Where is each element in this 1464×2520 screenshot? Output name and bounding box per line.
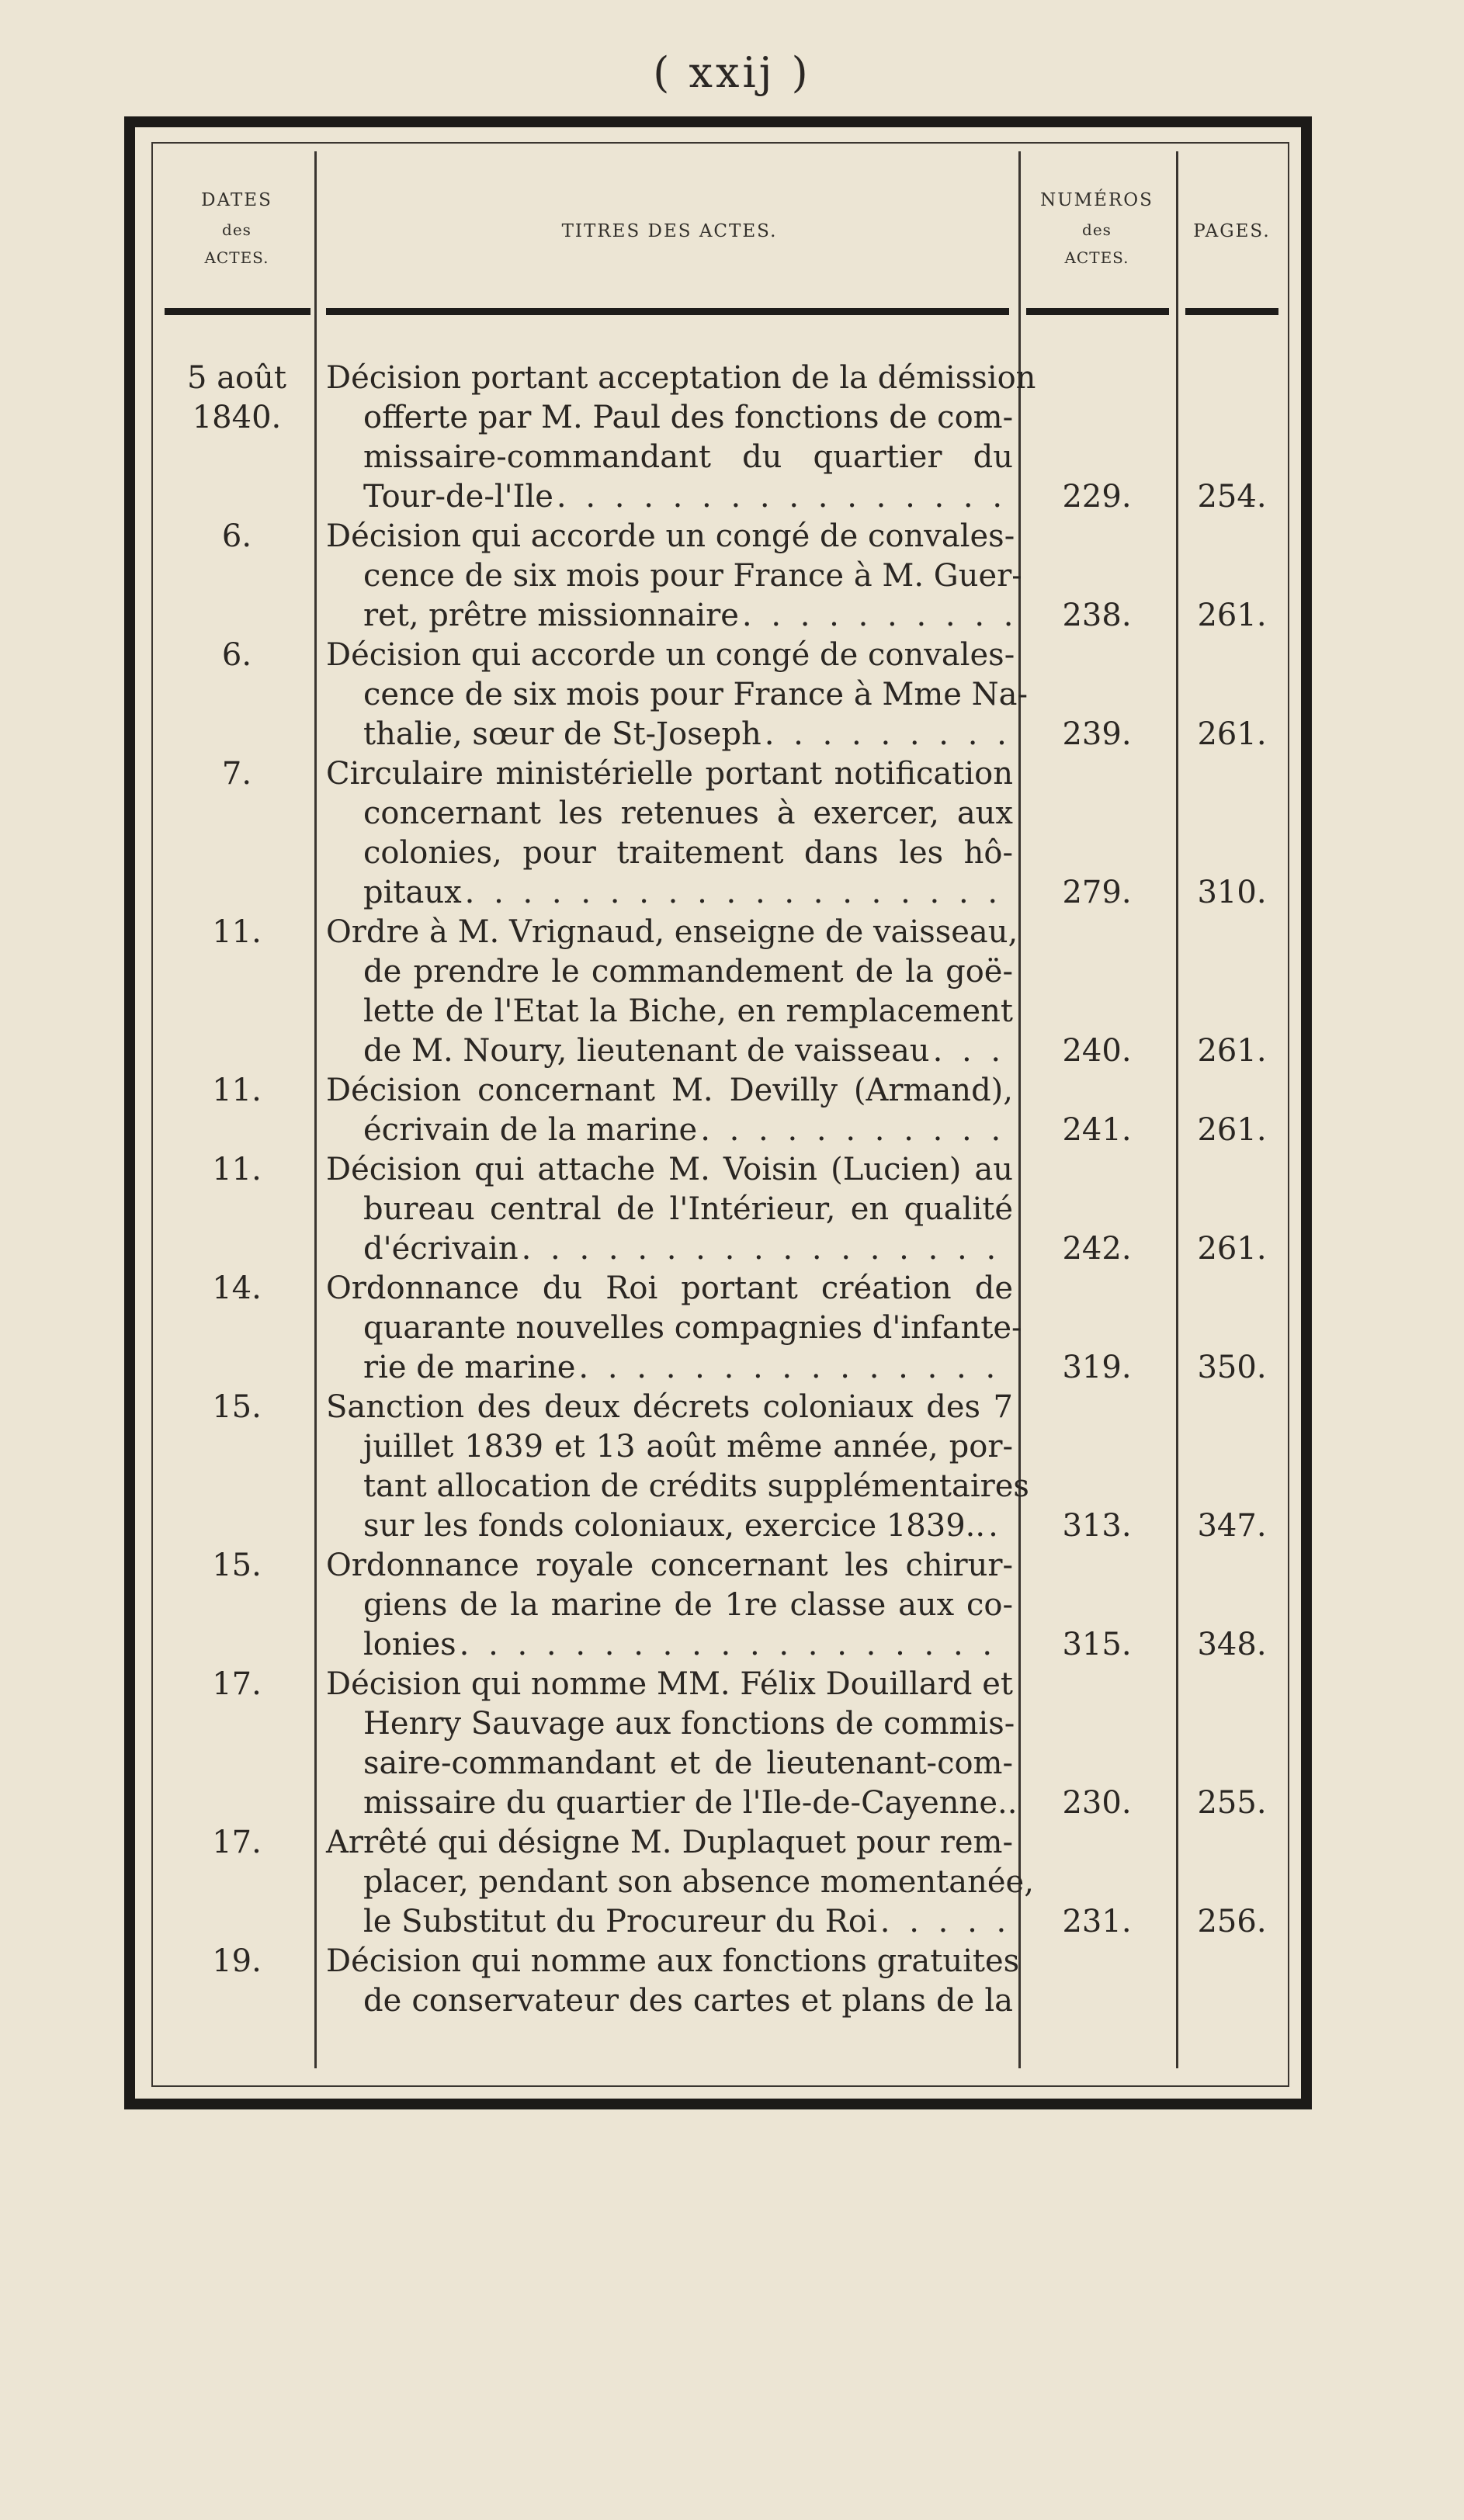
dot-leader (880, 1902, 1013, 1942)
entry-title-line: Ordre à M. Vrignaud, enseigne de vaisseau, (326, 914, 1018, 950)
table-row (0, 1546, 1464, 1665)
entry-page: 261. (1197, 598, 1267, 633)
entry-title (326, 1665, 1018, 1823)
entry-page: 261. (1197, 716, 1267, 752)
entry-title-line: Henry Sauvage aux fonctions de commis- (363, 1706, 1015, 1742)
table-row (0, 913, 1464, 1071)
entry-page: 348. (1197, 1627, 1267, 1662)
entry-page: 255. (1197, 1785, 1267, 1821)
entry-title-line: Décision qui accorde un congé de convales- (326, 637, 1015, 673)
entry-title-line (326, 1902, 1013, 1942)
entry-title-line (326, 873, 1013, 913)
dot-leader (700, 1111, 1013, 1150)
entry-date (163, 1150, 310, 1190)
entry-title-line: giens de la marine de 1re classe aux co- (363, 1587, 1013, 1623)
entry-title-text: pitaux (363, 875, 462, 910)
table-row (0, 1942, 1464, 2021)
entry-date (163, 1823, 310, 1863)
entry-date (163, 1071, 310, 1111)
table-row (0, 1823, 1464, 1942)
entry-page: 347. (1197, 1508, 1267, 1544)
header-dates-mid: des (222, 220, 252, 239)
entry-title (326, 1823, 1034, 1942)
entry-title-text: d'écrivain (363, 1231, 519, 1267)
dot-leader (933, 1031, 1013, 1071)
entry-date-line: 1840. (192, 400, 282, 435)
entry-title-text: Tour-de-l'Ile (363, 479, 553, 515)
entry-numero: 229. (1062, 479, 1132, 515)
entry-numero: 230. (1062, 1785, 1132, 1821)
header-rule (165, 308, 310, 315)
entry-title-line: de prendre le commandement de la goë- (363, 954, 1013, 990)
entry-date (163, 1546, 310, 1586)
entry-date (163, 636, 310, 675)
entry-page: 256. (1197, 1904, 1267, 1939)
entry-page: 254. (1197, 479, 1267, 515)
table-row (0, 1071, 1464, 1150)
entry-title-text: missaire du quartier de l'Ile-de-Cayenne.. (363, 1785, 1018, 1821)
entry-page: 261. (1197, 1112, 1267, 1148)
entry-title (326, 1942, 1020, 2021)
entry-page: 261. (1197, 1033, 1267, 1069)
entry-date-line: 14. (212, 1270, 262, 1306)
entry-title-line: Décision qui nomme aux fonctions gratuites (326, 1943, 1020, 1979)
entry-title-line: placer, pendant son absence momentanée, (363, 1864, 1034, 1900)
entry-title (326, 754, 1013, 913)
entry-title (326, 1150, 1013, 1269)
entry-title-line (326, 477, 1013, 517)
header-numeros-bot: ACTES. (1064, 248, 1129, 267)
entry-title-text: thalie, sœur de St-Joseph (363, 716, 761, 752)
entry-title-line: tant allocation de crédits supplémentaires (363, 1468, 1029, 1504)
entry-title-line: saire-commandant et de lieutenant-com- (363, 1745, 1013, 1781)
entry-title-line (326, 715, 1013, 754)
entry-title-line: colonies, pour traitement dans les hô- (363, 835, 1013, 871)
entry-title-line (326, 1111, 1013, 1150)
entry-date-line: 6. (221, 637, 252, 673)
entry-numero: 231. (1062, 1904, 1132, 1939)
entry-title (326, 1071, 1013, 1150)
entry-title (326, 1546, 1013, 1665)
entry-title-line: cence de six mois pour France à M. Guer- (363, 558, 1022, 594)
header-titles: TITRES DES ACTES. (561, 221, 778, 241)
entry-date-line: 7. (221, 756, 252, 792)
table-row (0, 636, 1464, 754)
entry-page: 350. (1197, 1350, 1267, 1385)
entry-title-line: cence de six mois pour France à Mme Na- (363, 677, 1029, 712)
entry-numero: 240. (1062, 1033, 1132, 1069)
entry-title-line (326, 1348, 1013, 1388)
entry-title (326, 517, 1022, 636)
entry-title-line (326, 1783, 1018, 1823)
entry-title-line: Arrêté qui désigne M. Duplaquet pour rem- (326, 1825, 1013, 1860)
entry-date-line: 17. (212, 1825, 262, 1860)
entry-title (326, 1388, 1029, 1546)
dot-leader (742, 596, 1013, 636)
header-dates-top: DATES (201, 190, 272, 210)
dot-leader (522, 1229, 1013, 1269)
entry-title (326, 636, 1029, 754)
table-row (0, 1269, 1464, 1388)
entry-title-line (326, 1506, 1013, 1546)
entry-date (163, 359, 310, 438)
entry-title-text: de M. Noury, lieutenant de vaisseau (363, 1033, 930, 1069)
entry-date (163, 1942, 310, 1981)
entry-title-line: Décision concernant M. Devilly (Armand), (326, 1073, 1013, 1108)
entry-title-line: Sanction des deux décrets coloniaux des 7 (326, 1389, 1013, 1425)
entry-date-line: 11. (212, 1152, 262, 1187)
entry-title-text: ret, prêtre missionnaire (363, 598, 739, 633)
entry-title-text: écrivain de la marine (363, 1112, 698, 1148)
entry-numero: 242. (1062, 1231, 1132, 1267)
table-row (0, 1388, 1464, 1546)
header-numeros-top: NUMÉROS (1040, 190, 1154, 210)
dot-leader (578, 1348, 1013, 1388)
entry-title-line (326, 1625, 1013, 1665)
header-rule (326, 308, 1009, 315)
dot-leader (465, 873, 1013, 913)
entry-title-line: Circulaire ministérielle portant notification (326, 756, 1013, 792)
entry-numero: 241. (1062, 1112, 1132, 1148)
entry-title (326, 1269, 1022, 1388)
entry-date (163, 754, 310, 794)
entry-numero: 279. (1062, 875, 1132, 910)
entry-date-line: 11. (212, 1073, 262, 1108)
entry-date-line: 11. (212, 914, 262, 950)
entry-title-line (326, 596, 1013, 636)
entry-title-text: sur les fonds coloniaux, exercice 1839.. (363, 1508, 986, 1544)
dot-leader (557, 477, 1013, 517)
entry-date-line: 19. (212, 1943, 262, 1979)
entry-title (326, 913, 1018, 1071)
entry-title-line (326, 1229, 1013, 1269)
entry-date (163, 913, 310, 952)
entry-date (163, 1269, 310, 1309)
entry-title-text: le Substitut du Procureur du Roi (363, 1904, 877, 1939)
header-rule (1026, 308, 1169, 315)
entry-title-line: quarante nouvelles compagnies d'infante- (363, 1310, 1022, 1346)
table-row (0, 359, 1464, 517)
entry-title-line: concernant les retenues à exercer, aux (363, 796, 1013, 831)
table-row (0, 754, 1464, 913)
table-row (0, 1150, 1464, 1269)
entry-title-line: de conservateur des cartes et plans de la (363, 1983, 1013, 2019)
entry-title-line: lette de l'Etat la Biche, en remplacement (363, 993, 1013, 1029)
entry-date (163, 1388, 310, 1427)
entry-title-line (326, 1031, 1013, 1071)
table-row (0, 517, 1464, 636)
header-dates (163, 185, 310, 272)
dot-leader (765, 715, 1013, 754)
entry-numero: 319. (1062, 1350, 1132, 1385)
entry-date (163, 1665, 310, 1704)
entry-page: 261. (1197, 1231, 1267, 1267)
entry-date-line: 17. (212, 1666, 262, 1702)
header-dates-bot: ACTES. (204, 248, 269, 267)
table-row (0, 1665, 1464, 1823)
entry-date-line: 15. (212, 1389, 262, 1425)
entry-title-line: Ordonnance royale concernant les chirur- (326, 1548, 1013, 1583)
dot-leader (460, 1625, 1013, 1665)
entry-title-line: Décision qui accorde un congé de convales- (326, 518, 1015, 554)
entry-title-line: missaire-commandant du quartier du (363, 439, 1013, 475)
entry-numero: 239. (1062, 716, 1132, 752)
entry-title-line: Décision portant acceptation de la démission (326, 360, 1036, 396)
entry-title (326, 359, 1036, 517)
header-numeros (1023, 185, 1171, 272)
page-number: ( xxij ) (653, 48, 811, 97)
entry-title-line: juillet 1839 et 13 août même année, por- (363, 1429, 1013, 1465)
entry-title-line: bureau central de l'Intérieur, en qualité (363, 1191, 1013, 1227)
entry-numero: 313. (1062, 1508, 1132, 1544)
entry-date (163, 517, 310, 556)
entry-page: 310. (1197, 875, 1267, 910)
entry-title-line: Décision qui attache M. Voisin (Lucien) au (326, 1152, 1013, 1187)
entry-date-line: 5 août (187, 360, 286, 396)
header-numeros-mid: des (1082, 220, 1112, 239)
entry-numero: 315. (1062, 1627, 1132, 1662)
entry-title-text: lonies (363, 1627, 456, 1662)
entry-title-line: Ordonnance du Roi portant création de (326, 1270, 1013, 1306)
entry-title-line: Décision qui nomme MM. Félix Douillard et (326, 1666, 1013, 1702)
header-pages: PAGES. (1193, 221, 1271, 241)
entry-title-text: rie de marine (363, 1350, 576, 1385)
entry-title-line: offerte par M. Paul des fonctions de com- (363, 400, 1014, 435)
header-rule (1185, 308, 1278, 315)
entry-date-line: 6. (221, 518, 252, 554)
entry-date-line: 15. (212, 1548, 262, 1583)
entry-numero: 238. (1062, 598, 1132, 633)
dot-leader (988, 1506, 1013, 1546)
